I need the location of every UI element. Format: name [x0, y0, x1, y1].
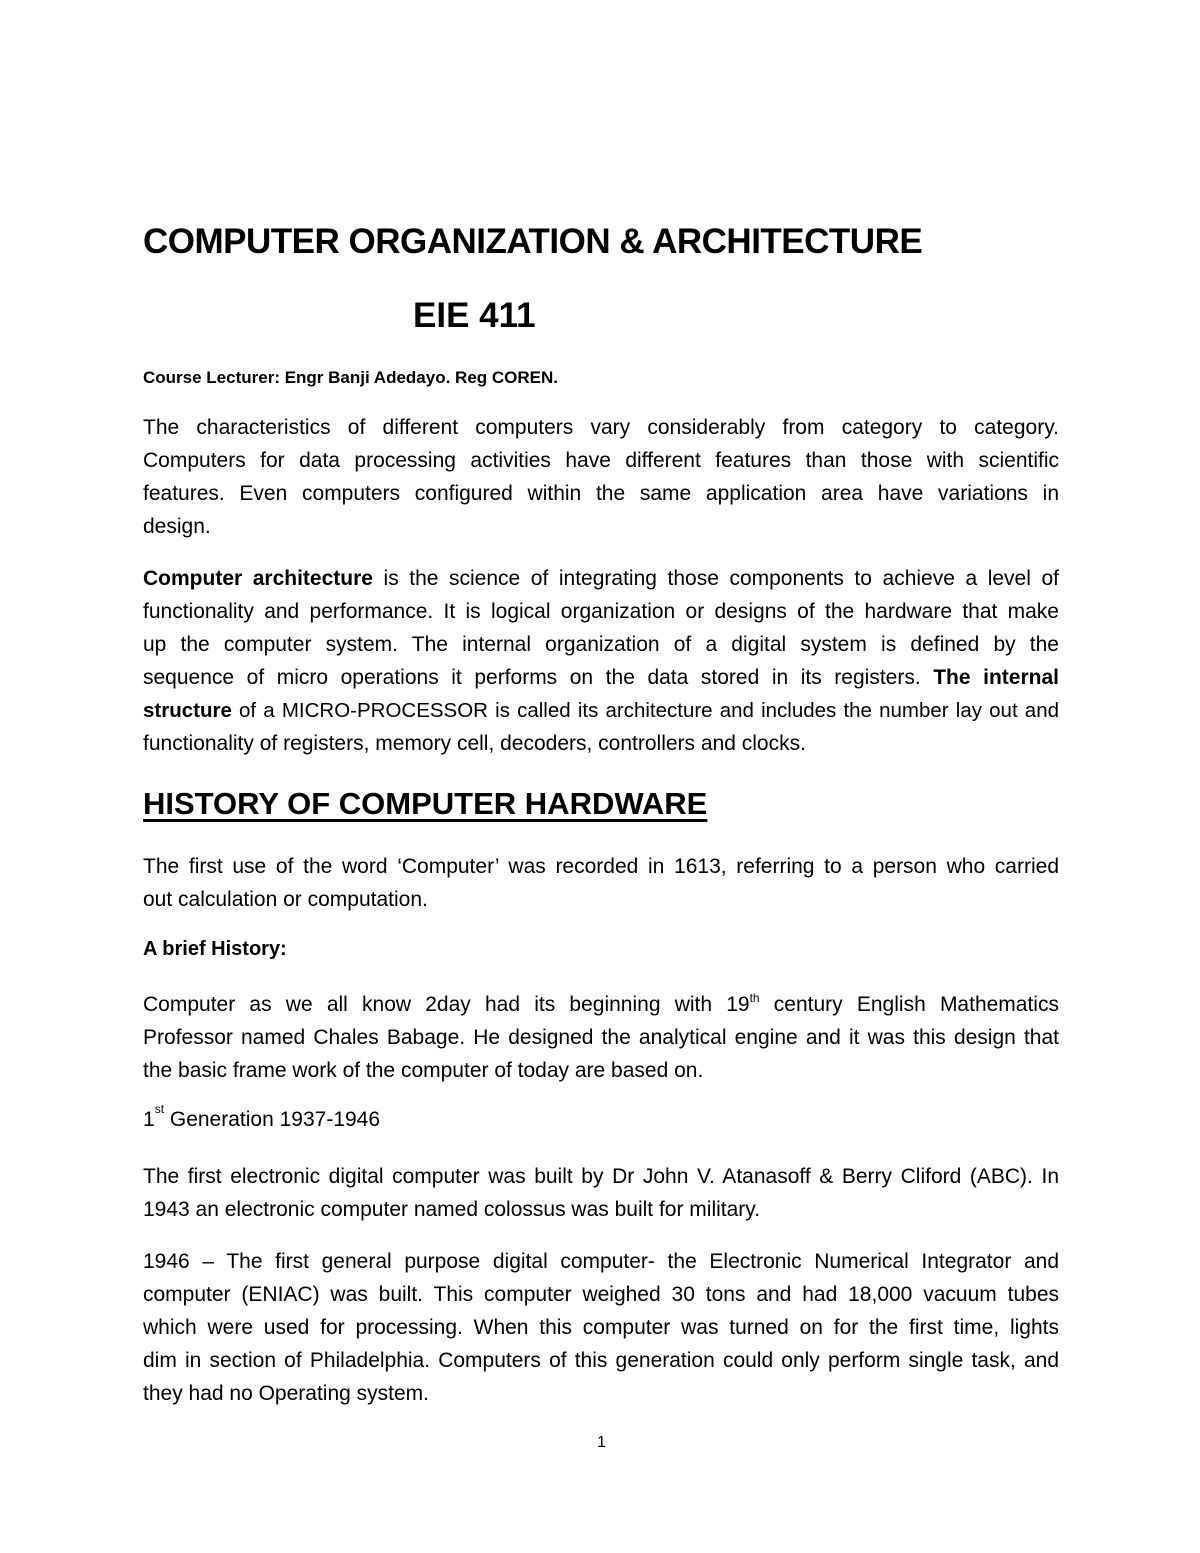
- generation-sup: st: [154, 1102, 165, 1116]
- generation-number: 1: [143, 1108, 155, 1131]
- first-use-paragraph: [143, 850, 1059, 916]
- arch-line: [143, 661, 1059, 694]
- eniac-line: computer (ENIAC) was built. This computer weighed 30 tons and had 18,000 vacuum tubes: [143, 1283, 1059, 1306]
- babbage-line: [143, 988, 1059, 1021]
- eniac-line: dim in section of Philadelphia. Computers of this generation could only perform single task, and: [143, 1349, 1059, 1372]
- architecture-paragraph: [143, 562, 1059, 760]
- first-gen-line: 1943 an electronic computer named colossus was built for military.: [143, 1198, 761, 1221]
- generation-text: Generation 1937-1946: [164, 1108, 381, 1131]
- intro-line: Computers for data processing activities have different features than those with scientific: [143, 449, 1059, 472]
- intro-line: features. Even computers configured within the same application area have variations in: [143, 482, 1059, 505]
- first-use-line: out calculation or computation.: [143, 888, 428, 911]
- arch-line: [143, 694, 1059, 727]
- eniac-line: they had no Operating system.: [143, 1382, 429, 1405]
- page-number: 1: [597, 1434, 606, 1451]
- babbage-line1-before: Computer as we all know 2day had its beginning with 19: [143, 993, 750, 1016]
- arch-bold-term: Computer architecture: [143, 567, 373, 590]
- arch-line4-bold: The internal: [933, 666, 1059, 689]
- arch-line4-text: sequence of micro operations it performs on the data stored in its registers.: [143, 666, 934, 689]
- arch-line: functionality of registers, memory cell, decoders, controllers and clocks.: [143, 732, 806, 755]
- babbage-line: Professor named Chales Babage. He designed the analytical engine and it was this design that: [143, 1026, 1059, 1049]
- arch-line: up the computer system. The internal organization of a digital system is defined by the: [143, 633, 1059, 656]
- first-generation-paragraph: [143, 1160, 1059, 1226]
- course-code: EIE 411: [413, 296, 536, 335]
- first-use-line: The first use of the word ‘Computer’ was recorded in 1613, referring to a person who carried: [143, 855, 1059, 878]
- eniac-line: which were used for processing. When this computer was turned on for the first time, lights: [143, 1316, 1059, 1339]
- arch-line1-rest: is the science of integrating those components to achieve a level of: [372, 567, 1059, 590]
- eniac-paragraph: [143, 1245, 1059, 1410]
- first-gen-line: The first electronic digital computer was built by Dr John V. Atanasoff & Berry Cliford (ABC). In: [143, 1165, 1059, 1188]
- intro-line: design.: [143, 515, 211, 538]
- babbage-paragraph: [143, 988, 1059, 1087]
- arch-line5-rest: of a MICRO-PROCESSOR is called its architecture and includes the number lay out and: [231, 699, 1059, 722]
- intro-line: The characteristics of different computers vary considerably from category to category.: [143, 416, 1059, 439]
- intro-paragraph: [143, 411, 1059, 543]
- eniac-line: 1946 – The first general purpose digital computer- the Electronic Numerical Integrator and: [143, 1250, 1059, 1273]
- babbage-line: the basic frame work of the computer of today are based on.: [143, 1059, 704, 1082]
- arch-line: functionality and performance. It is logical organization or designs of the hardware that make: [143, 600, 1059, 623]
- document-title: COMPUTER ORGANIZATION & ARCHITECTURE: [143, 222, 923, 261]
- babbage-line1-after: century English Mathematics: [759, 993, 1059, 1016]
- arch-line: [143, 562, 1059, 595]
- generation-heading: [143, 1102, 381, 1132]
- history-heading: HISTORY OF COMPUTER HARDWARE: [143, 786, 708, 821]
- course-lecturer: Course Lecturer: Engr Banji Adedayo. Reg COREN.: [143, 368, 558, 387]
- arch-line5-bold: structure: [143, 699, 232, 722]
- babbage-sup: th: [749, 991, 760, 1005]
- brief-history-label: A brief History:: [143, 938, 287, 960]
